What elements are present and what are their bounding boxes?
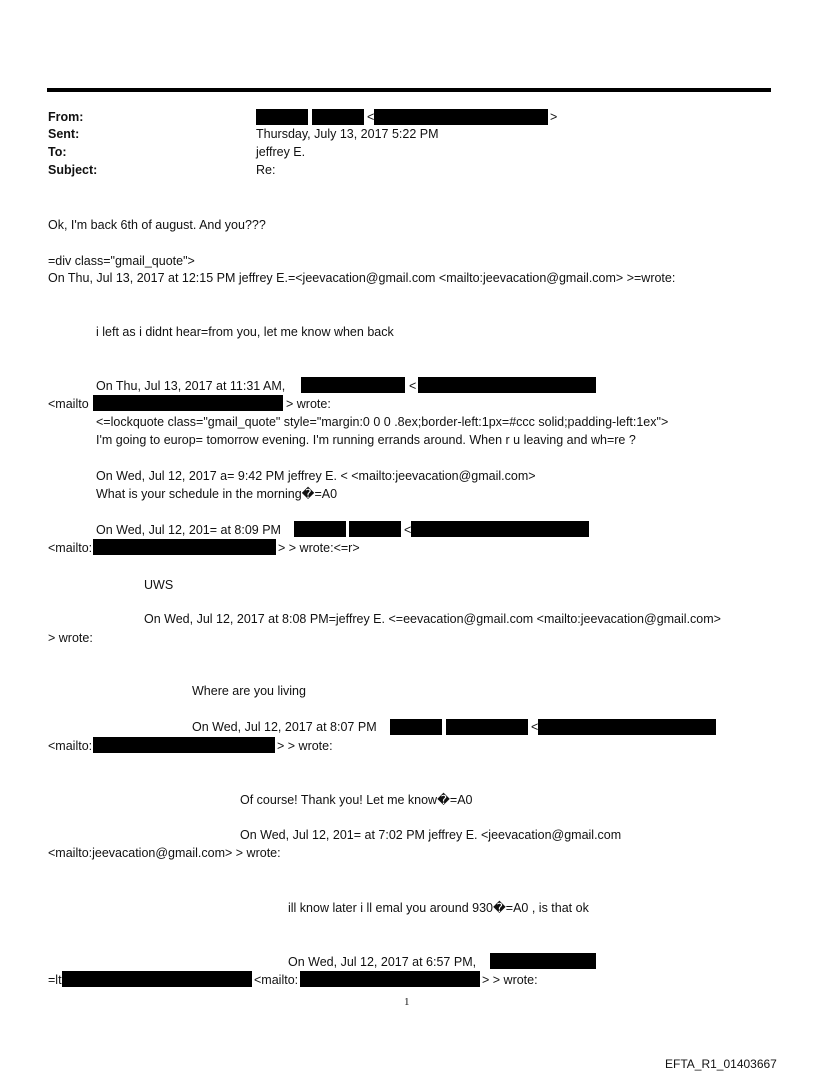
body-line: <mailto	[48, 397, 89, 411]
to-value: jeffrey E.	[256, 145, 306, 159]
sent-label: Sent:	[48, 127, 80, 141]
redaction-box	[446, 719, 528, 735]
body-line: <mailto:jeevacation@gmail.com> > wrote:	[48, 846, 281, 860]
redaction-box	[93, 737, 275, 753]
redaction-box	[93, 539, 276, 555]
from-close-bracket: >	[550, 110, 558, 124]
body-line: =div class="gmail_quote">	[48, 254, 195, 268]
body-line: <mailto:	[48, 541, 93, 555]
body-line: I'm going to europ= tomorrow evening. I'm running errands around. When r u leaving and wh=re ?	[96, 433, 636, 447]
redaction-box	[256, 109, 308, 125]
body-line: On Wed, Jul 12, 2017 a= 9:42 PM jeffrey E. < <mailto:jeevacation@gmail.com>	[96, 469, 536, 483]
header-rule	[47, 88, 771, 92]
redaction-box	[418, 377, 596, 393]
body-line: > > wrote:	[277, 739, 333, 753]
from-open-bracket: <	[367, 110, 375, 124]
body-line: =lt	[48, 973, 62, 987]
to-label: To:	[48, 145, 67, 159]
redaction-box	[62, 971, 252, 987]
page-number: 1	[404, 996, 410, 1008]
body-line: What is your schedule in the morning�=A0	[96, 487, 338, 501]
body-line: <mailto:	[48, 739, 93, 753]
redaction-box	[93, 395, 283, 411]
body-line: > > wrote:<=r>	[278, 541, 360, 555]
body-line: On Wed, Jul 12, 201= at 7:02 PM jeffrey E. <jeevacation@gmail.com	[240, 828, 622, 842]
redaction-box	[390, 719, 442, 735]
body-line: <	[404, 523, 412, 537]
body-line: > wrote:	[48, 631, 93, 645]
body-line: On Thu, Jul 13, 2017 at 11:31 AM,	[96, 379, 286, 393]
body-line: On Thu, Jul 13, 2017 at 12:15 PM jeffrey E.=<jeevacation@gmail.com <mailto:jeevacation@gmail.com> >=wrote:	[48, 271, 676, 285]
subject-label: Subject:	[48, 163, 98, 177]
body-line: <mailto:	[254, 973, 299, 987]
body-line: > wrote:	[286, 397, 331, 411]
document-id: EFTA_R1_01403667	[665, 1057, 777, 1071]
body-line: Ok, I'm back 6th of august. And you???	[48, 218, 266, 232]
body-line: On Wed, Jul 12, 201= at 8:09 PM	[96, 523, 281, 537]
body-line: UWS	[144, 578, 174, 592]
sent-value: Thursday, July 13, 2017 5:22 PM	[256, 127, 439, 141]
from-label: From:	[48, 110, 84, 124]
body-line: On Wed, Jul 12, 2017 at 8:08 PM=jeffrey E. <=eevacation@gmail.com <mailto:jeevacation@gmail.com>	[144, 612, 721, 626]
body-line: <	[409, 379, 417, 393]
body-line: Where are you living	[192, 684, 306, 698]
body-line: <	[531, 720, 539, 734]
body-line: On Wed, Jul 12, 2017 at 6:57 PM,	[288, 955, 477, 969]
body-line: On Wed, Jul 12, 2017 at 8:07 PM	[192, 720, 377, 734]
body-line: i left as i didnt hear=from you, let me know when back	[96, 325, 394, 339]
redaction-box	[374, 109, 548, 125]
body-line: ill know later i ll emal you around 930�=A0 , is that ok	[288, 901, 589, 915]
redaction-box	[349, 521, 401, 537]
body-line: > > wrote:	[482, 973, 538, 987]
redaction-box	[490, 953, 596, 969]
redaction-box	[294, 521, 346, 537]
redaction-box	[411, 521, 589, 537]
redaction-box	[312, 109, 364, 125]
subject-value: Re:	[256, 163, 276, 177]
body-line: <=lockquote class="gmail_quote" style="margin:0 0 0 .8ex;border-left:1px=#ccc solid;padding-left:1ex">	[96, 415, 669, 429]
redaction-box	[538, 719, 716, 735]
redaction-box	[301, 377, 405, 393]
redaction-box	[300, 971, 480, 987]
body-line: Of course! Thank you! Let me know�=A0	[240, 793, 473, 807]
